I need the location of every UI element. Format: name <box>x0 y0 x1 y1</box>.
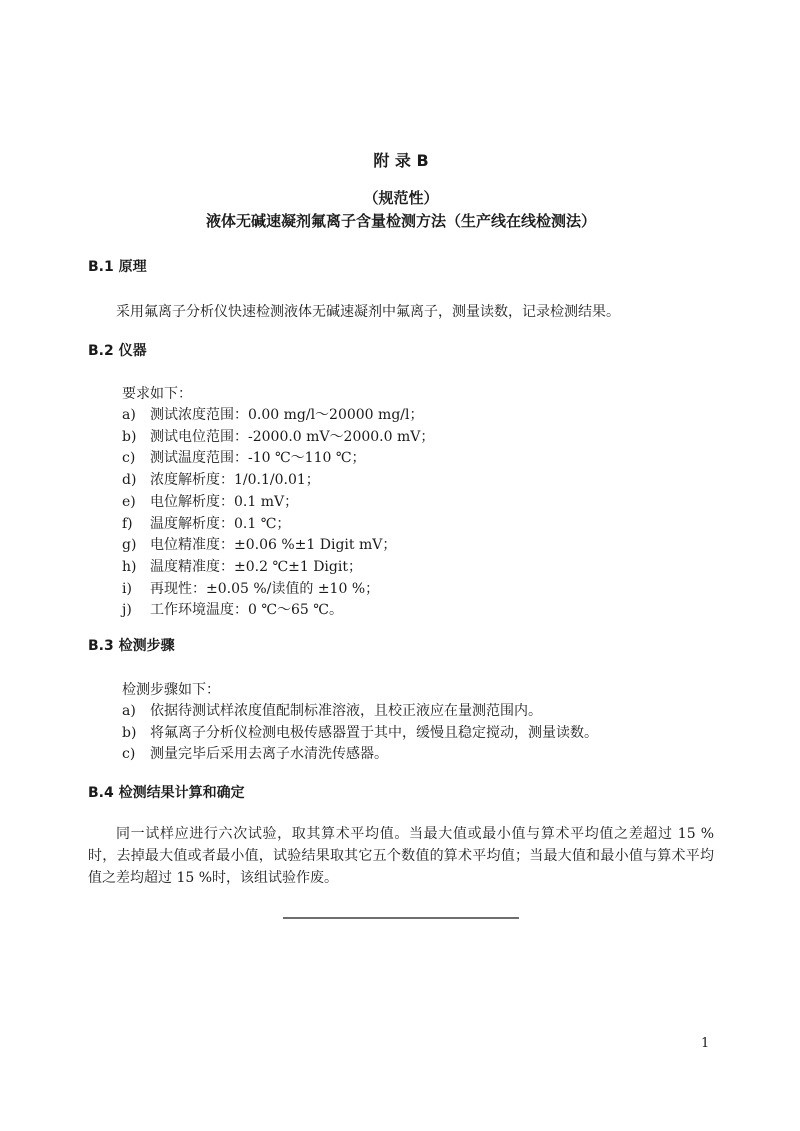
list-item <box>88 492 714 514</box>
list-item-label: a) <box>122 703 136 720</box>
list-item-label: d) <box>122 472 137 489</box>
normative-label: （规范性） <box>363 189 439 207</box>
list-item-text: 电位解析度：0.1 mV； <box>150 493 299 510</box>
list-item-text: 温度精准度：±0.2 ℃±1 Digit； <box>150 558 362 575</box>
appendix-title: 附 录 B <box>373 151 429 170</box>
list-item <box>88 470 714 492</box>
list-item-label: g) <box>122 537 137 554</box>
list-item-text: 工作环境温度：0 ℃～65 ℃。 <box>150 602 343 619</box>
list-item <box>88 701 714 723</box>
list-item-text: 测量完毕后采用去离子水清洗传感器。 <box>150 746 388 763</box>
list-item-label: c) <box>122 450 136 467</box>
list-item <box>88 723 714 745</box>
list-item-label: e) <box>122 493 136 510</box>
list-item <box>88 579 714 601</box>
b1-paragraph: 采用氟离子分析仪快速检测液体无碱速凝剂中氟离子，测量读数，记录检测结果。 <box>116 304 620 320</box>
list-item <box>88 535 714 557</box>
section-b1-heading: B.1 原理 <box>88 259 147 275</box>
list-item-label: b) <box>122 724 137 741</box>
document-content <box>88 0 714 919</box>
list-item <box>88 744 714 766</box>
list-item <box>88 514 714 536</box>
list-item-label: j) <box>122 602 132 619</box>
list-item-label: c) <box>122 746 136 763</box>
list-item-text: 依据待测试样浓度值配制标准溶液，且校正液应在量测范围内。 <box>150 703 542 720</box>
page-number: 1 <box>701 1036 710 1051</box>
section-b3-heading: B.3 检测步骤 <box>88 638 175 655</box>
list-item-label: h) <box>122 558 137 575</box>
list-item-text: 电位精准度：±0.06 %±1 Digit mV； <box>150 537 397 554</box>
b2-list <box>88 405 714 622</box>
end-of-appendix-divider <box>283 917 519 919</box>
list-item-label: f) <box>122 515 133 532</box>
list-item-text: 再现性：±0.05 %/读值的 ±10 %； <box>150 580 380 597</box>
list-item-text: 温度解析度：0.1 ℃； <box>150 515 291 532</box>
list-item-text: 测试电位范围：-2000.0 mV～2000.0 mV； <box>150 428 435 445</box>
b2-intro: 要求如下： <box>122 386 192 402</box>
method-title: 液体无碱速凝剂氟离子含量检测方法（生产线在线检测法） <box>205 212 596 230</box>
b4-paragraph: 同一试样应进行六次试验，取其算术平均值。当最大值或最小值与算术平均值之差超过 15 %时，去掉最大值或者最小值，试验结果取其它五个数值的算术平均值；当最大值和最小值与算术平均值之差均超过 15 %时，该组试验作废。 <box>88 826 714 886</box>
list-item-label: b) <box>122 428 137 445</box>
b3-list <box>88 701 714 766</box>
list-item-text: 浓度解析度：1/0.1/0.01； <box>150 472 320 489</box>
list-item <box>88 448 714 470</box>
list-item <box>88 427 714 449</box>
list-item-text: 测试浓度范围：0.00 mg/l～20000 mg/l； <box>150 407 424 423</box>
section-b2-heading: B.2 仪器 <box>88 343 147 359</box>
list-item-text: 测试温度范围：-10 ℃～110 ℃； <box>150 450 366 467</box>
list-item-text: 将氟离子分析仪检测电极传感器置于其中，缓慢且稳定搅动，测量读数。 <box>150 724 598 741</box>
list-item-label: a) <box>122 407 136 423</box>
section-b4-heading: B.4 检测结果计算和确定 <box>88 785 245 802</box>
list-item <box>88 557 714 579</box>
list-item-label: i) <box>122 580 132 597</box>
list-item <box>88 405 714 427</box>
b3-intro: 检测步骤如下： <box>122 682 220 699</box>
list-item <box>88 600 714 622</box>
